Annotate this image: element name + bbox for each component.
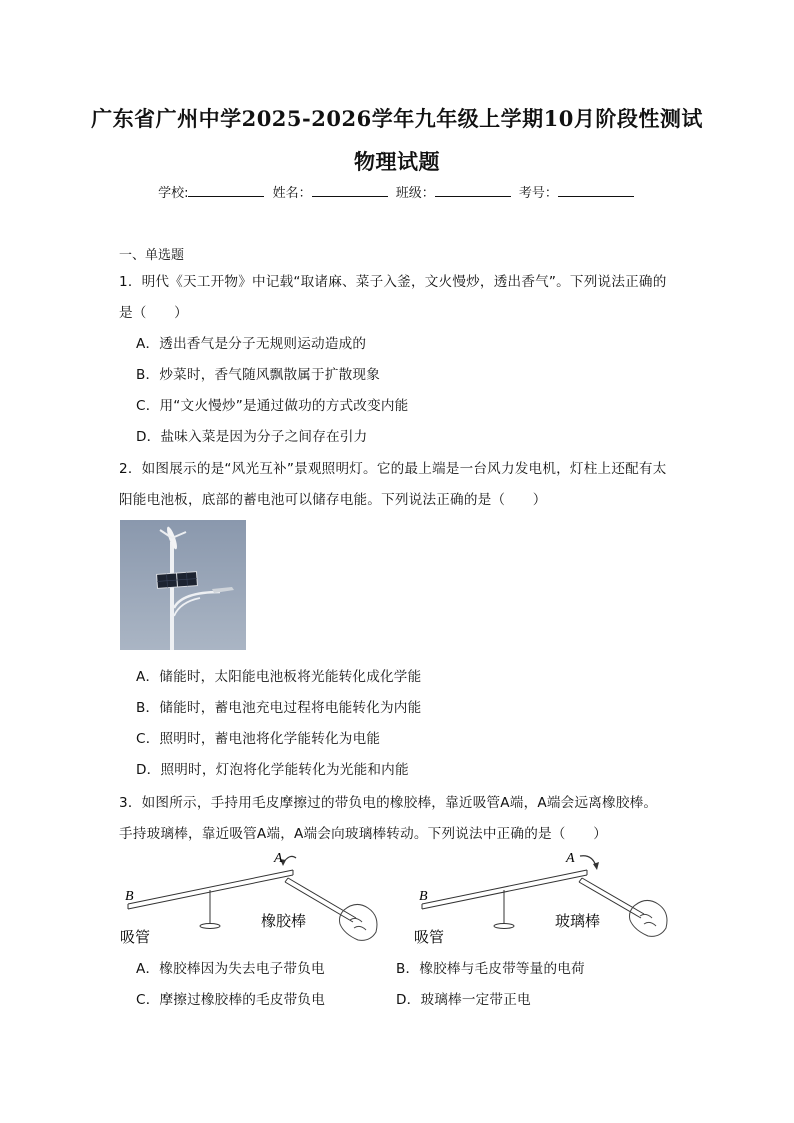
stand xyxy=(200,890,220,929)
school-blank[interactable] xyxy=(188,184,264,197)
name-blank[interactable] xyxy=(312,184,388,197)
school-label: 学校: xyxy=(158,186,189,201)
class-label: 班级： xyxy=(395,186,435,201)
rod-label: 橡胶棒 xyxy=(261,912,307,930)
rubber-rod-figure xyxy=(118,848,388,948)
straw-label: 吸管 xyxy=(414,928,445,946)
q2-stem-line1: 2．如图展示的是“风光互补”景观照明灯。它的最上端是一台风力发电机，灯柱上还配有太 xyxy=(119,461,667,477)
stand xyxy=(494,890,514,929)
label-b: B xyxy=(125,889,134,904)
q2-option-d[interactable]: D．照明时，灯泡将化学能转化为光能和内能 xyxy=(136,762,409,778)
q3-option-d[interactable]: D．玻璃棒一定带正电 xyxy=(396,992,531,1008)
q3-stem-line1: 3．如图所示，手持用毛皮摩擦过的带负电的橡胶棒，靠近吸管A端，A端会远离橡胶棒。 xyxy=(119,795,658,811)
page-title: 广东省广州中学2025-2026学年九年级上学期10月阶段性测试 xyxy=(91,106,703,131)
page-subtitle: 物理试题 xyxy=(354,149,440,174)
q3-stem-line2: 手持玻璃棒，靠近吸管A端，A端会向玻璃棒转动。下列说法中正确的是（ ） xyxy=(119,826,607,842)
hand-icon xyxy=(340,904,378,940)
exam-no-blank[interactable] xyxy=(558,184,634,197)
q3-option-c[interactable]: C．摩擦过橡胶棒的毛皮带负电 xyxy=(136,992,326,1008)
q2-option-c[interactable]: C．照明时，蓄电池将化学能转化为电能 xyxy=(136,731,381,747)
q3-option-b[interactable]: B．橡胶棒与毛皮带等量的电荷 xyxy=(396,961,585,977)
q1-option-d[interactable]: D．盐味入菜是因为分子之间存在引力 xyxy=(136,429,368,445)
q1-option-b[interactable]: B．炒菜时，香气随风飘散属于扩散现象 xyxy=(136,367,381,383)
q2-option-b[interactable]: B．储能时，蓄电池充电过程将电能转化为内能 xyxy=(136,700,422,716)
q3-option-a[interactable]: A．橡胶棒因为失去电子带负电 xyxy=(136,961,325,977)
q1-stem-line2: 是（ ） xyxy=(119,305,188,321)
label-a: A xyxy=(274,851,283,866)
section-title: 一、单选题 xyxy=(119,248,185,263)
q1-option-a[interactable]: A．透出香气是分子无规则运动造成的 xyxy=(136,336,367,352)
label-b: B xyxy=(419,889,428,904)
hand-icon xyxy=(630,900,668,936)
q2-option-a[interactable]: A．储能时，太阳能电池板将光能转化成化学能 xyxy=(136,669,422,685)
rod-label: 玻璃棒 xyxy=(555,912,601,930)
street-lamp-photo xyxy=(120,520,246,650)
name-label: 姓名： xyxy=(272,186,312,201)
straw-label: 吸管 xyxy=(120,928,151,946)
class-blank[interactable] xyxy=(435,184,511,197)
exam-no-label: 考号： xyxy=(518,186,558,201)
glass-rod-figure xyxy=(412,848,682,948)
label-a: A xyxy=(566,851,575,866)
q1-stem-line1: 1．明代《天工开物》中记载“取诸麻、菜子入釜，文火慢炒，透出香气”。下列说法正确的 xyxy=(119,274,667,290)
student-info-row xyxy=(0,182,794,201)
q2-stem-line2: 阳能电池板，底部的蓄电池可以储存电能。下列说法正确的是（ ） xyxy=(119,492,547,508)
q1-option-c[interactable]: C．用“文火慢炒”是通过做功的方式改变内能 xyxy=(136,398,409,414)
